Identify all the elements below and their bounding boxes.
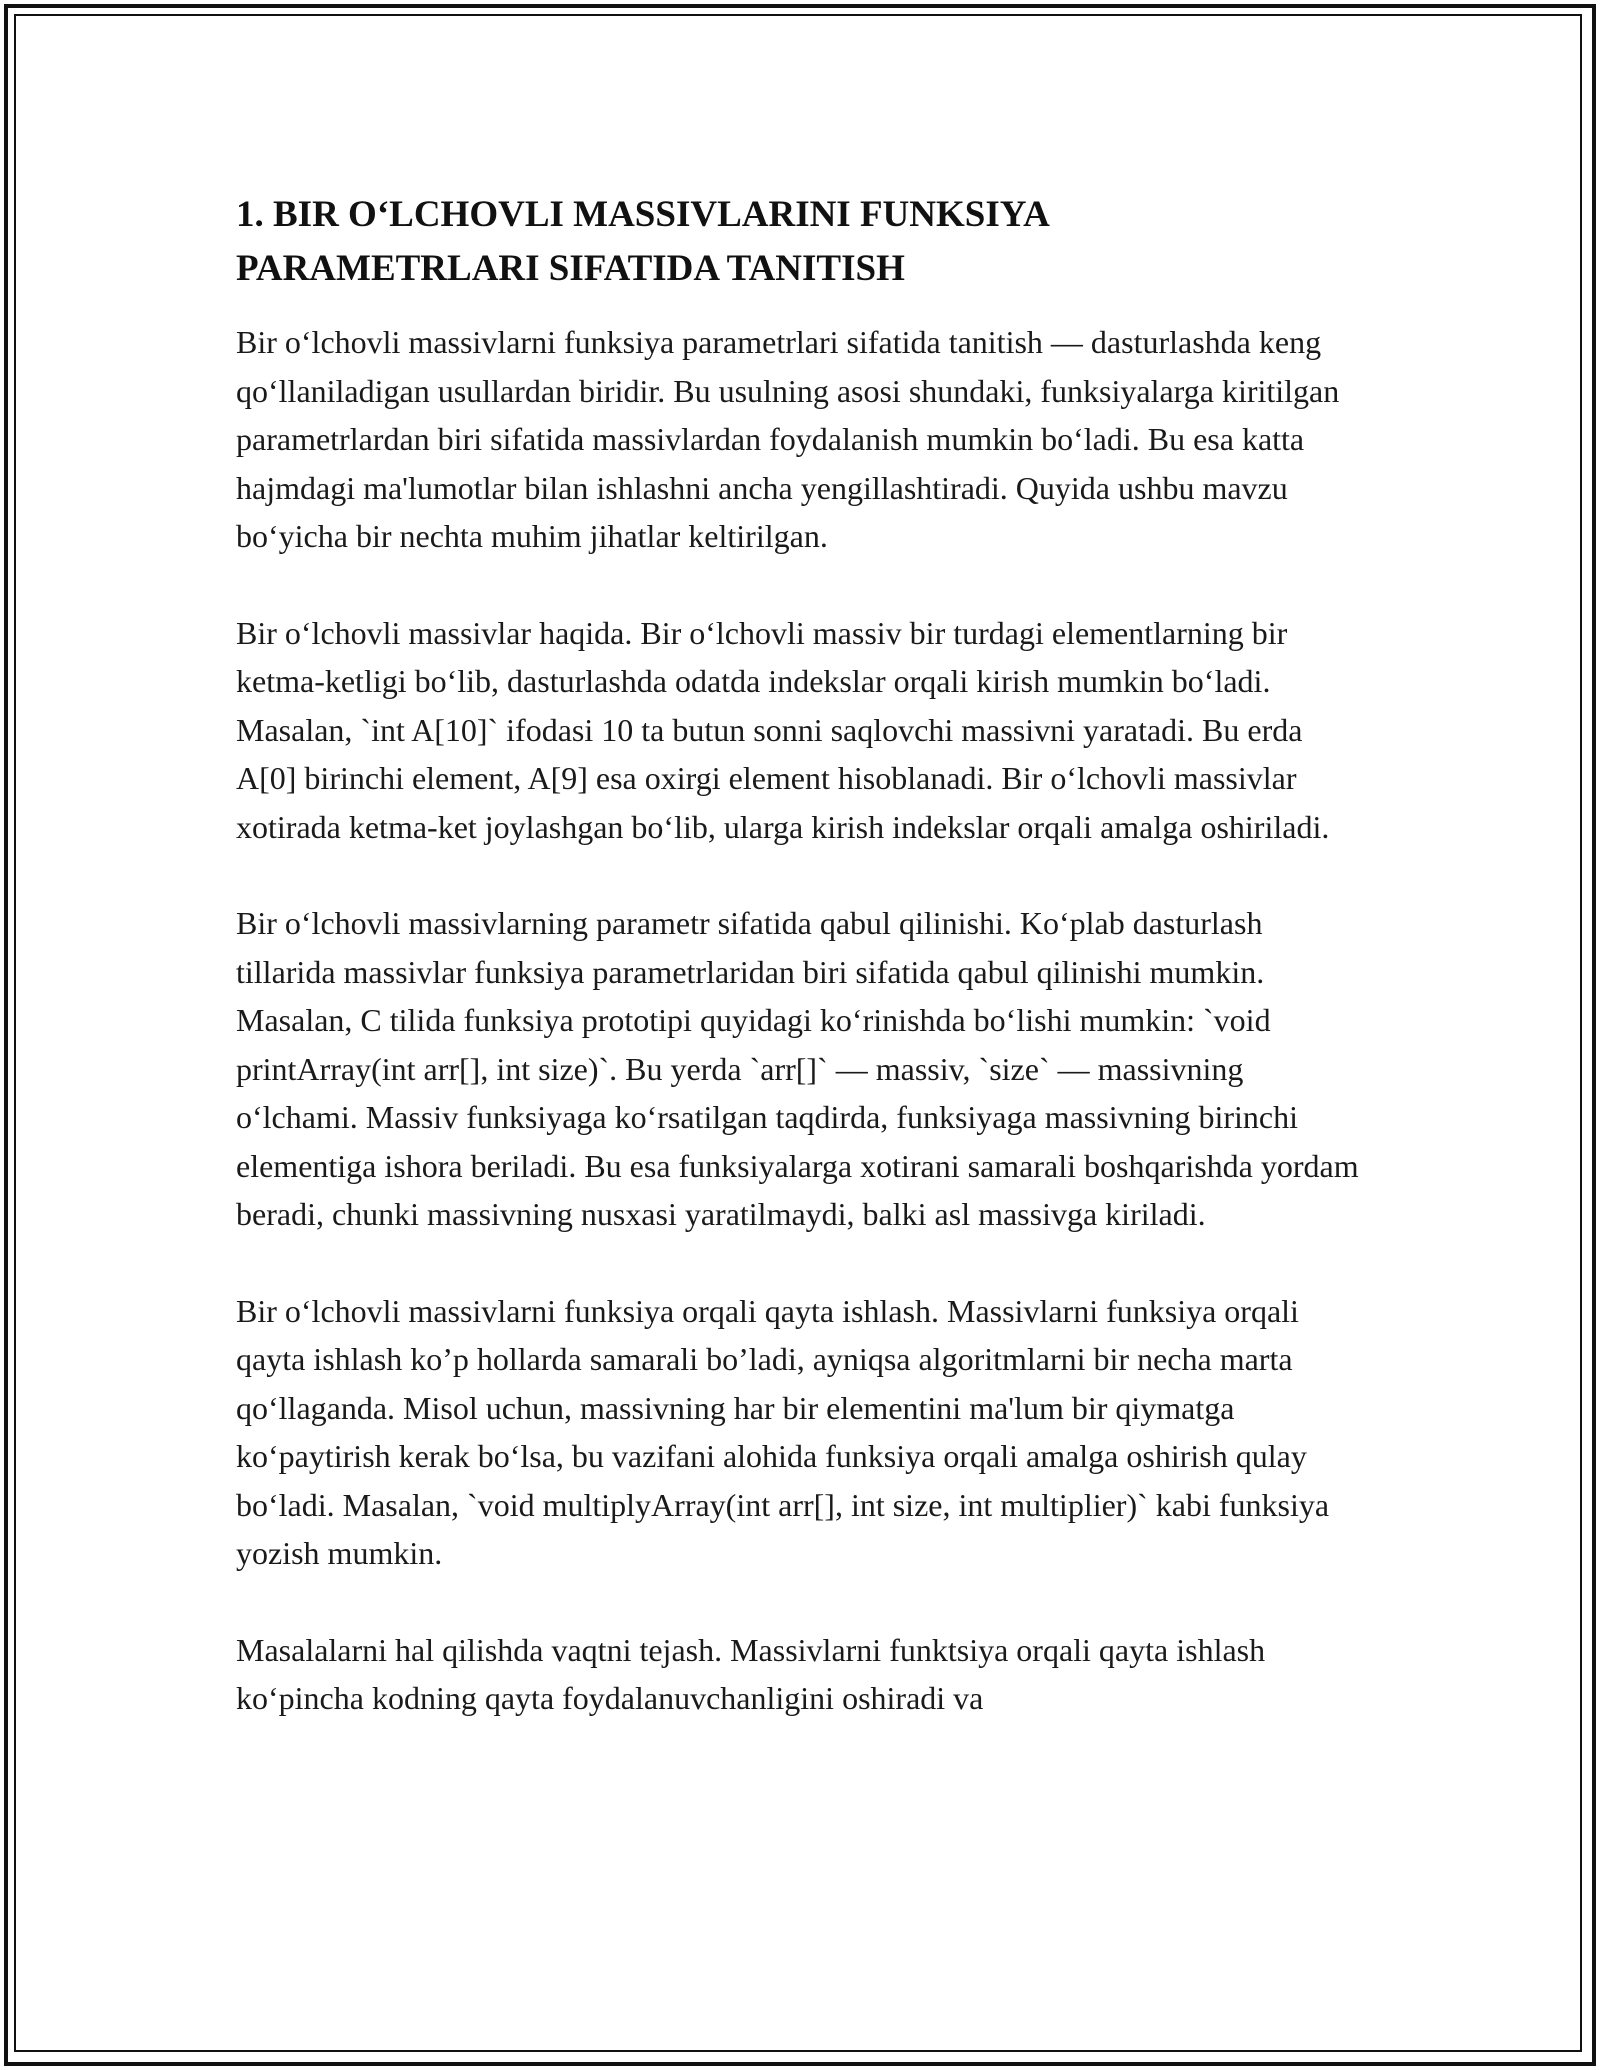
paragraph-about-arrays: Bir o‘lchovli massivlar haqida. Bir o‘lchovli massiv bir turdagi elementlarning bir ketma-ketligi bo‘lib, dasturlashda odatda indekslar orqali kirish mumkin bo‘ladi. Masalan, `int A[10]` ifodasi 10 ta butun sonni saqlovchi massivni yaratadi. Bu erda A[0] birinchi element, A[9] esa oxirgi element hisoblanadi. Bir o‘lchovli massivlar xotirada ketma-ket joylashgan bo‘lib, ularga kirish indekslar orqali amalga oshiriladi. [236,614,1330,845]
paragraph-time-saving: Masalalarni hal qilishda vaqtni tejash. Massivlarni funktsiya orqali qayta ishlash ko‘pincha kodning qayta foydalanuvchanligini oshiradi va [236,1631,1266,1716]
document-page [236,188,1366,1771]
paragraph-array-parameter: Bir o‘lchovli massivlarning parametr sifatida qabul qilinishi. Ko‘plab dasturlash tillarida massivlar funksiya parametrlaridan biri sifatida qabul qilinishi mumkin. Masalan, C tilida funksiya prototipi quyidagi ko‘rinishda bo‘lishi mumkin: `void printArray(int arr[], int size)`. Bu yerda `arr[]` — massiv, `size` — massivning o‘lchami. Massiv funksiyaga ko‘rsatilgan taqdirda, funksiyaga massivning birinchi elementiga ishora beriladi. Bu esa funksiyalarga xotirani samarali boshqarishda yordam beradi, chunki massivning nusxasi yaratilmaydi, balki asl massivga kiriladi. [236,905,1359,1232]
paragraph-array-processing: Bir o‘lchovli massivlarni funksiya orqali qayta ishlash. Massivlarni funksiya orqali qayta ishlash ko’p hollarda samarali bo’ladi, ayniqsa algoritmlarni bir necha marta qo‘llaganda. Misol uchun, massivning har bir elementini ma'lum bir qiymatga ko‘paytirish kerak bo‘lsa, bu vazifani alohida funksiya orqali amalga oshirish qulay bo‘ladi. Masalan, `void multiplyArray(int arr[], int size, int multiplier)` kabi funksiya yozish mumkin. [236,1292,1330,1571]
heading-line-1: 1. BIR O‘LCHOVLI MASSIVLARINI FUNKSIYA [236,194,1050,235]
section-heading [236,188,1366,296]
heading-line-2: PARAMETRLARI SIFATIDA TANITISH [236,248,905,289]
paragraph-intro: Bir o‘lchovli massivlarni funksiya parametrlari sifatida tanitish — dasturlashda keng qo‘llaniladigan usullardan biridir. Bu usulning asosi shundaki, funksiyalarga kiritilgan parametrlardan biri sifatida massivlardan foydalanish mumkin bo‘ladi. Bu esa katta hajmdagi ma'lumotlar bilan ishlashni ancha yengillashtiradi. Quyida ushbu mavzu bo‘yicha bir nechta muhim jihatlar keltirilgan. [236,324,1340,554]
